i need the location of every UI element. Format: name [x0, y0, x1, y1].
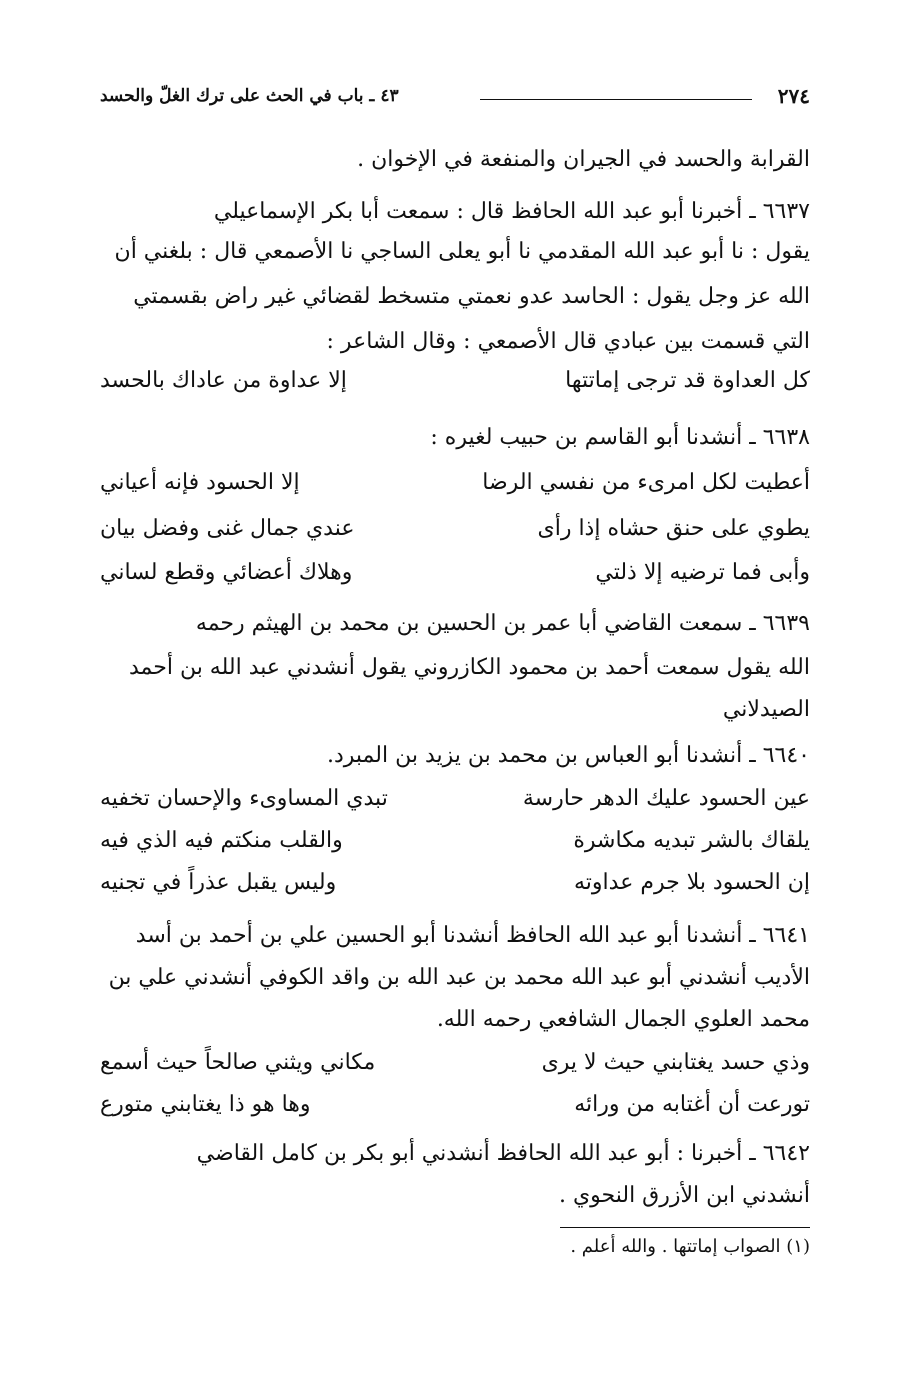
- running-header: [100, 84, 810, 114]
- chapter-title: ٤٣ ـ باب في الحث على ترك الغلّ والحسد: [100, 86, 399, 106]
- verse-first-hemistich: وذي حسد يغتابني حيث لا يرى: [541, 1050, 810, 1075]
- text-line: ٦٦٤١ ـ أنشدنا أبو عبد الله الحافظ أنشدنا أبو الحسين علي بن أحمد بن أسد: [135, 923, 810, 948]
- verse-second-hemistich: عندي جمال غنى وفضل بيان: [100, 516, 355, 541]
- text-line: الأديب أنشدني أبو عبد الله محمد بن عبد الله بن واقد الكوفي أنشدني علي بن: [108, 965, 810, 990]
- text-line: ٦٦٣٩ ـ سمعت القاضي أبا عمر بن الحسين بن محمد بن الهيثم رحمه: [195, 611, 810, 636]
- verse-first-hemistich: يطوي على حنق حشاه إذا رأى: [537, 516, 810, 541]
- verse-first-hemistich: يلقاك بالشر تبديه مكاشرة: [573, 828, 810, 853]
- verse-first-hemistich: أعطيت لكل امرىء من نفسي الرضا: [482, 470, 810, 495]
- text-line: الله عز وجل يقول : الحاسد عدو نعمتي متسخط لقضائي غير راض بقسمتي: [133, 284, 810, 309]
- text-line: ٦٦٣٨ ـ أنشدنا أبو القاسم بن حبيب لغيره :: [430, 425, 810, 450]
- text-line: الله يقول سمعت أحمد بن محمود الكازروني يقول أنشدني عبد الله بن أحمد: [128, 655, 810, 680]
- page-number: ٢٧٤: [777, 84, 810, 108]
- verse-second-hemistich: إلا الحسود فإنه أعياني: [100, 470, 300, 495]
- text-line: الصيدلاني: [722, 697, 810, 722]
- text-line: ٦٦٤٠ ـ أنشدنا أبو العباس بن محمد بن يزيد بن المبرد.: [326, 743, 810, 768]
- verse-first-hemistich: عين الحسود عليك الدهر حارسة: [522, 786, 810, 811]
- header-rule: [480, 99, 752, 100]
- text-line: التي قسمت بين عبادي قال الأصمعي : وقال الشاعر :: [326, 329, 810, 354]
- verse-first-hemistich: وأبى فما ترضيه إلا ذلتي: [595, 560, 810, 585]
- verse: [100, 470, 810, 510]
- verse: [100, 368, 810, 408]
- text-line: أنشدني ابن الأزرق النحوي .: [558, 1183, 810, 1208]
- verse-second-hemistich: والقلب منكتم فيه الذي فيه: [100, 828, 343, 853]
- verse-first-hemistich: تورعت أن أغتابه من ورائه: [574, 1092, 810, 1117]
- verse-second-hemistich: وهلاك أعضائي وقطع لساني: [100, 560, 353, 585]
- verse-second-hemistich: إلا عداوة من عاداك بالحسد: [100, 368, 347, 393]
- verse-second-hemistich: وليس يقبل عذراً في تجنيه: [100, 870, 337, 895]
- verse: [100, 786, 810, 826]
- footnote: (١) الصواب إماتتها . والله أعلم .: [570, 1236, 810, 1257]
- verse: [100, 1092, 810, 1132]
- verse: [100, 1050, 810, 1090]
- footnote-rule: [560, 1227, 810, 1228]
- text-line: ٦٦٣٧ ـ أخبرنا أبو عبد الله الحافظ قال : سمعت أبا بكر الإسماعيلي: [213, 199, 810, 224]
- verse-first-hemistich: إن الحسود بلا جرم عداوته: [574, 870, 810, 895]
- book-page: [100, 0, 810, 1373]
- text-line: محمد العلوي الجمال الشافعي رحمه الله.: [436, 1007, 810, 1032]
- text-line: يقول : نا أبو عبد الله المقدمي نا أبو يعلى الساجي نا الأصمعي قال : بلغني أن: [114, 239, 810, 264]
- verse: [100, 560, 810, 600]
- verse-second-hemistich: وها هو ذا يغتابني متورع: [100, 1092, 311, 1117]
- text-line: القرابة والحسد في الجيران والمنفعة في الإخوان .: [357, 147, 810, 172]
- verse: [100, 870, 810, 910]
- verse-first-hemistich: كل العداوة قد ترجى إماتتها: [565, 368, 810, 393]
- verse: [100, 516, 810, 556]
- text-line: ٦٦٤٢ ـ أخبرنا : أبو عبد الله الحافظ أنشدني أبو بكر بن كامل القاضي: [196, 1141, 810, 1166]
- verse-second-hemistich: تبدي المساوىء والإحسان تخفيه: [100, 786, 388, 811]
- verse: [100, 828, 810, 868]
- verse-second-hemistich: مكاني ويثني صالحاً حيث أسمع: [100, 1050, 376, 1075]
